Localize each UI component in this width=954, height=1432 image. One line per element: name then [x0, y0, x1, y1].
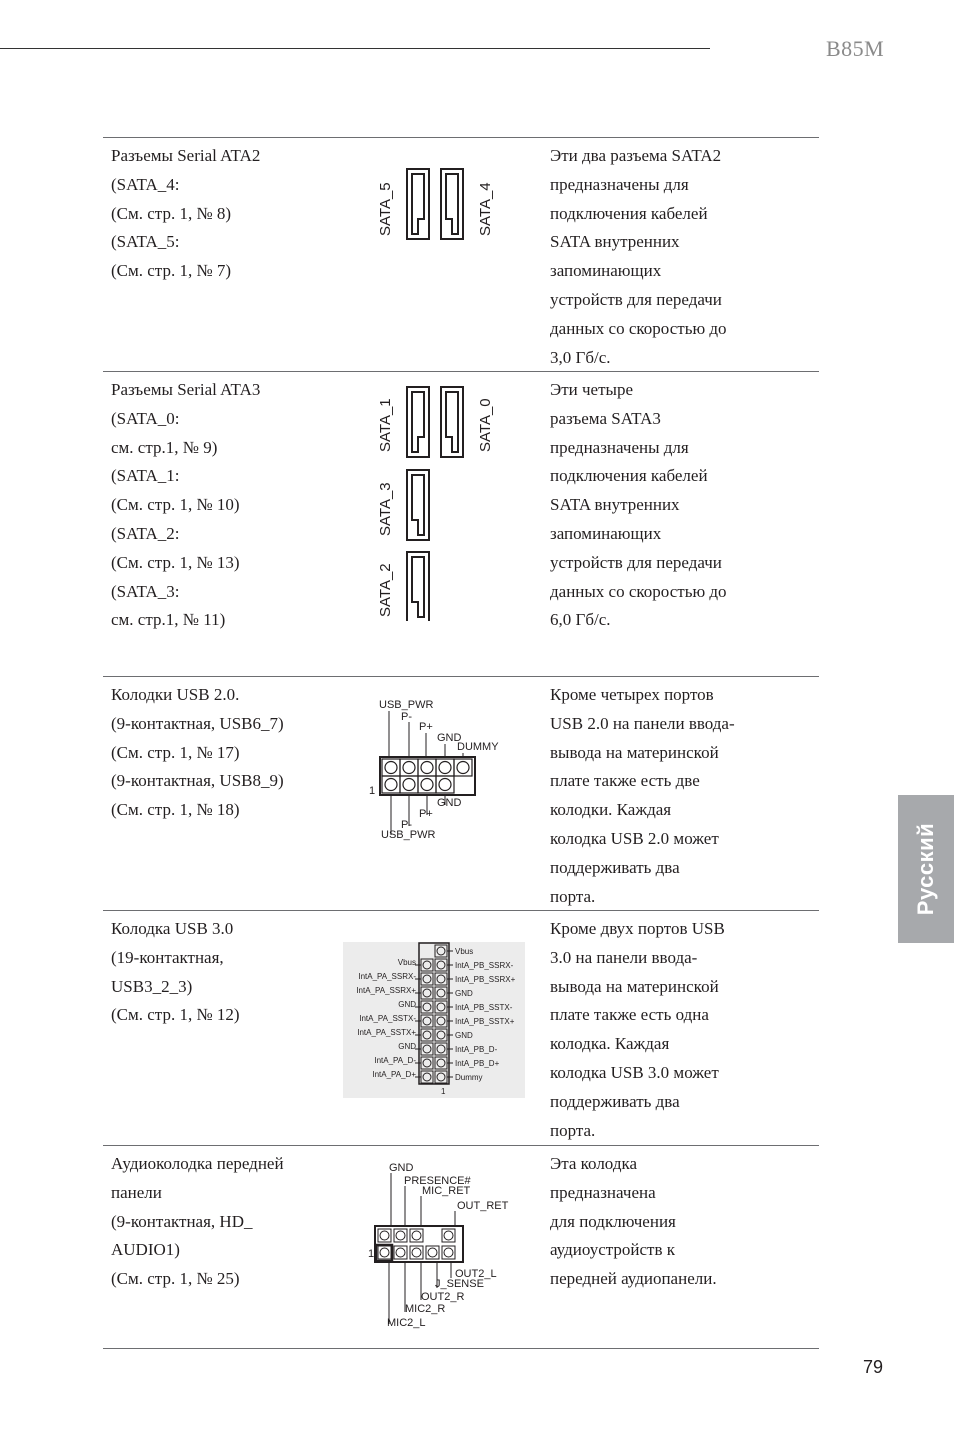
text-line: колодка. Каждая: [550, 1034, 670, 1054]
right-pin-label: Dummy: [455, 1073, 483, 1082]
text-line: подключения кабелей: [550, 203, 708, 223]
text-line: Эти два разъема SATA2: [550, 146, 722, 165]
description-right: [550, 915, 800, 1145]
p-minus-bottom-label: P-: [401, 819, 412, 831]
pin: [403, 779, 415, 791]
description-right: [550, 681, 800, 911]
right-pin-label: IntA_PB_SSTX+: [455, 1017, 515, 1026]
text-line: Эти четыре: [550, 380, 633, 399]
text-line: (См. стр. 1, № 25): [111, 1269, 240, 1289]
text-line: колодка USB 2.0 может: [550, 828, 719, 848]
right-pin-label: IntA_PB_D+: [455, 1059, 500, 1068]
text-line: (См. стр. 1, № 7): [111, 261, 232, 281]
right-pin-label: IntA_PB_D-: [455, 1045, 498, 1054]
text-line: (См. стр. 1, № 10): [111, 495, 240, 515]
left-pin-label: IntA_PA_SSRX-: [358, 972, 416, 981]
description-left: [111, 915, 341, 1030]
language-tab: [898, 795, 954, 943]
header-rule: [0, 48, 710, 49]
pin: [439, 762, 451, 774]
text-line: 3.0 на панели ввода-: [550, 947, 698, 967]
text-line: (SATA_2:: [111, 523, 180, 543]
text-line: Разъемы Serial ATA2: [111, 146, 261, 165]
text-line: 3,0 Гб/с.: [550, 347, 611, 367]
text-line: предназначена: [550, 1182, 656, 1202]
table-rule: [103, 1348, 819, 1349]
pin: [396, 1231, 405, 1240]
text-line: Кроме четырех портов: [550, 685, 714, 704]
gnd-bottom-label: GND: [437, 797, 462, 809]
text-line: устройств для передачи: [550, 289, 722, 309]
j-sense-label: J_SENSE: [435, 1278, 484, 1290]
left-pin-label: Vbus: [397, 958, 416, 967]
pin: [439, 779, 451, 791]
text-line: USB 2.0 на панели ввода-: [550, 713, 735, 733]
section-usb3: [103, 911, 819, 1145]
text-line: подключения кабелей: [550, 466, 708, 486]
text-line: панели: [111, 1182, 162, 1202]
text-line: AUDIO1): [111, 1240, 180, 1260]
sata2-connector-diagram: [371, 164, 501, 244]
text-line: см. стр.1, № 9): [111, 437, 218, 457]
usb3-header-diagram: [343, 942, 525, 1098]
pin-one-label: 1: [369, 785, 376, 797]
left-pin-label: IntA_PA_D-: [374, 1056, 416, 1065]
right-pin-label: IntA_PB_SSRX-: [455, 961, 514, 970]
sata3-key-shape: [412, 475, 424, 535]
section-sata3: [103, 372, 819, 676]
text-line: данных со скоростью до: [550, 318, 727, 338]
right-pin-label: GND: [455, 1031, 473, 1040]
text-line: Аудиоколодка передней: [111, 1154, 284, 1173]
pin: [428, 1248, 437, 1257]
text-line: поддерживать два: [550, 857, 680, 877]
text-line: см. стр.1, № 11): [111, 610, 226, 630]
text-line: (См. стр. 1, № 18): [111, 800, 240, 820]
text-line: (19-контактная,: [111, 947, 224, 967]
out2-l-label: OUT2_L: [455, 1268, 497, 1280]
pin: [385, 762, 397, 774]
pin: [385, 779, 397, 791]
text-line: запоминающих: [550, 523, 662, 543]
left-pin-label: GND: [398, 1000, 416, 1009]
pin: [421, 779, 433, 791]
left-pin-label: GND: [398, 1042, 416, 1051]
hd-audio-header-diagram: [365, 1160, 515, 1332]
text-line: запоминающих: [550, 261, 662, 281]
pin: [412, 1248, 421, 1257]
text-line: плате также есть две: [550, 771, 700, 791]
text-line: (См. стр. 1, № 12): [111, 1005, 240, 1025]
sata2-key-shape: [412, 557, 424, 617]
page-number: 79: [863, 1357, 884, 1377]
pin: [457, 762, 469, 774]
text-line: (SATA_1:: [111, 466, 180, 486]
gnd-label: GND: [389, 1162, 414, 1174]
text-line: (SATA_0:: [111, 408, 180, 428]
text-line: Кроме двух портов USB: [550, 919, 725, 938]
description-right: [550, 376, 800, 635]
mic-ret-label: MIC_RET: [422, 1185, 471, 1197]
description-right: [550, 142, 800, 372]
text-line: Колодки USB 2.0.: [111, 685, 240, 704]
sata3-connector-diagram: [371, 386, 501, 621]
description-left: [111, 376, 341, 635]
text-line: (См. стр. 1, № 17): [111, 742, 240, 762]
section-sata2: [103, 138, 819, 371]
left-pin-label: IntA_PA_SSTX+: [357, 1028, 416, 1037]
sata3-label: SATA_3: [377, 482, 394, 536]
p-plus-bottom-label: P+: [419, 808, 433, 820]
sata5-label: SATA_5: [377, 182, 394, 236]
p-minus-top-label: P-: [401, 711, 412, 723]
pin: [421, 762, 433, 774]
text-line: (SATA_5:: [111, 232, 180, 252]
out2-r-label: OUT2_R: [421, 1291, 465, 1303]
text-line: вывода на материнской: [550, 742, 719, 762]
text-line: Колодка USB 3.0: [111, 919, 234, 938]
model-name: B85M: [826, 36, 885, 61]
sata5-key-shape: [412, 174, 424, 234]
left-pin-label: IntA_PA_SSRX+: [356, 986, 416, 995]
description-left: [111, 681, 341, 825]
presence-label: PRESENCE#: [404, 1175, 471, 1187]
mic2-l-label: MIC2_L: [387, 1317, 426, 1329]
text-line: порта.: [550, 886, 596, 906]
text-line: колодки. Каждая: [550, 800, 672, 820]
sata4-key-shape: [446, 174, 458, 234]
sata1-key-shape: [412, 392, 424, 452]
text-line: колодка USB 3.0 может: [550, 1062, 719, 1082]
text-line: USB3_2_3): [111, 976, 193, 996]
text-line: вывода на материнской: [550, 976, 719, 996]
pin: [380, 1248, 389, 1257]
text-line: (SATA_4:: [111, 174, 180, 194]
sata1-label: SATA_1: [377, 398, 394, 452]
dummy-label: DUMMY: [457, 741, 499, 753]
text-line: поддерживать два: [550, 1091, 680, 1111]
mic2-r-label: MIC2_R: [405, 1303, 446, 1315]
language-tab-label: Русский: [913, 822, 938, 916]
text-line: (9-контактная, USB8_9): [111, 771, 284, 791]
text-line: аудиоустройств к: [550, 1240, 676, 1260]
right-pin-label: GND: [455, 989, 473, 998]
right-pin-label: IntA_PB_SSRX+: [455, 975, 516, 984]
text-line: (9-контактная, USB6_7): [111, 713, 284, 733]
left-pin-label: IntA_PA_SSTX-: [359, 1014, 416, 1023]
description-left: [111, 1150, 341, 1294]
pin: [444, 1248, 453, 1257]
text-line: данных со скоростью до: [550, 581, 727, 601]
section-usb2: [103, 677, 819, 910]
usb2-header-diagram: [365, 693, 515, 843]
left-pin-label: IntA_PA_D+: [372, 1070, 416, 1079]
pin: [380, 1231, 389, 1240]
pin: [444, 1231, 453, 1240]
text-line: 6,0 Гб/с.: [550, 610, 611, 630]
pin-one-label: 1: [368, 1248, 375, 1260]
pin: [403, 762, 415, 774]
text-line: SATA внутренних: [550, 232, 680, 252]
text-line: предназначены для: [550, 437, 689, 457]
text-line: (SATA_3:: [111, 581, 180, 601]
usb-pwr-top-label: USB_PWR: [379, 699, 434, 711]
gnd-top-label: GND: [437, 732, 462, 744]
pin-one-label: 1: [441, 1087, 446, 1096]
text-line: (См. стр. 1, № 8): [111, 203, 232, 223]
text-line: Эта колодка: [550, 1154, 638, 1173]
pin: [412, 1231, 421, 1240]
text-line: передней аудиопанели.: [550, 1269, 717, 1289]
sata2-label: SATA_2: [377, 563, 394, 617]
text-line: разъема SATA3: [550, 408, 661, 428]
text-line: (9-контактная, HD_: [111, 1211, 253, 1231]
section-hd-audio: [103, 1146, 819, 1348]
right-pin-label: IntA_PB_SSTX-: [455, 1003, 513, 1012]
sata4-label: SATA_4: [477, 182, 494, 236]
text-line: SATA внутренних: [550, 495, 680, 515]
description-left: [111, 142, 341, 286]
text-line: для подключения: [550, 1211, 676, 1231]
description-right: [550, 1150, 800, 1294]
out-ret-label: OUT_RET: [457, 1200, 509, 1212]
text-line: плате также есть одна: [550, 1005, 709, 1025]
text-line: Разъемы Serial ATA3: [111, 380, 261, 399]
text-line: (См. стр. 1, № 13): [111, 552, 240, 572]
sata0-key-shape: [446, 392, 458, 452]
text-line: порта.: [550, 1120, 596, 1140]
text-line: предназначены для: [550, 174, 689, 194]
usb-pwr-bottom-label: USB_PWR: [381, 829, 436, 841]
pin: [396, 1248, 405, 1257]
text-line: устройств для передачи: [550, 552, 722, 572]
right-pin-label: Vbus: [455, 947, 474, 956]
p-plus-top-label: P+: [419, 721, 433, 733]
sata0-label: SATA_0: [477, 398, 494, 452]
